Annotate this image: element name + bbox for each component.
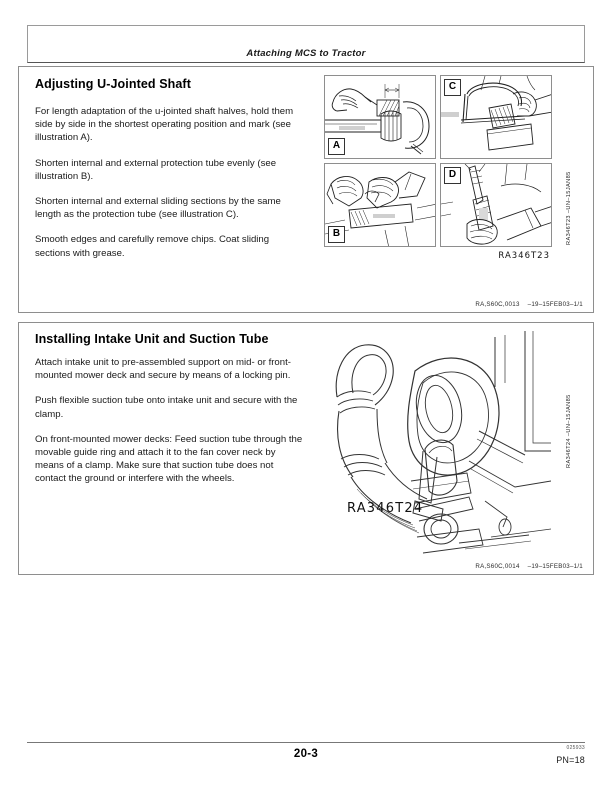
illustration-panel-b <box>324 163 436 247</box>
panel-letter-c: C <box>444 79 461 96</box>
footer-ref-revision: –19–15FEB03–1/1 <box>527 563 583 570</box>
panel-letter-b: B <box>328 226 345 243</box>
illustration-intake-suction-tube <box>319 331 551 559</box>
paragraph: Shorten internal and external protection tube evenly (see illustration B). <box>35 157 277 182</box>
paragraph: Push flexible suction tube onto intake unit and secure with the clamp. <box>35 395 298 420</box>
paragraph: Attach intake unit to pre-assembled support on mid- or front-mounted mower deck and secure by means of a locking pin. <box>35 357 291 382</box>
section-body-text <box>35 356 303 498</box>
illustration-panel-c <box>440 75 552 159</box>
footer-ref-code: RA,S60C,0014 <box>475 563 520 570</box>
figure-margin-id: RA346T23 –UN–15JAN85 <box>566 171 572 245</box>
footer-ref-revision: –19–15FEB03–1/1 <box>527 301 583 308</box>
illustration-grid <box>324 75 552 261</box>
section-adjusting-u-jointed-shaft <box>18 66 594 313</box>
section-footer-reference <box>475 563 583 570</box>
section-installing-intake-unit <box>18 322 594 575</box>
figure-caption: RA346T24 <box>347 501 424 516</box>
section-heading: Installing Intake Unit and Suction Tube <box>35 332 269 346</box>
footer-divider <box>27 742 585 743</box>
section-footer-reference <box>475 301 583 308</box>
figure-caption: RA346T23 <box>498 251 550 261</box>
footer-pn-number: PN=18 <box>556 755 585 765</box>
illustration-panel-a <box>324 75 436 159</box>
page-number: 20-3 <box>293 748 319 760</box>
footer-document-code: 025933 <box>566 745 585 751</box>
figure-margin-id: RA346T24 –UN–15JAN85 <box>566 394 572 468</box>
page-header-title: Attaching MCS to Tractor <box>246 48 366 59</box>
footer-ref-code: RA,S60C,0013 <box>475 301 520 308</box>
panel-letter-d: D <box>444 167 461 184</box>
paragraph: On front-mounted mower decks: Feed suction tube through the movable guide ring and attach it to the fan cover neck by means of a clamp. Make sure that suction tube does not contact the ground or interfere with the wheels. <box>35 433 303 485</box>
paragraph: Smooth edges and carefully remove chips. Coat sliding sections with grease. <box>35 234 270 259</box>
panel-letter-a: A <box>328 138 345 155</box>
page-header <box>27 25 585 63</box>
paragraph: For length adaptation of the u-jointed shaft halves, hold them side by side in the shortest operating position and mark (see illustration A). <box>35 106 294 144</box>
section-body-text <box>35 105 303 272</box>
illustration-panel-d <box>440 163 552 247</box>
paragraph: Shorten internal and external sliding sections by the same length as the protection tube (see illustration C). <box>35 196 281 221</box>
section-heading: Adjusting U-Jointed Shaft <box>35 77 191 91</box>
